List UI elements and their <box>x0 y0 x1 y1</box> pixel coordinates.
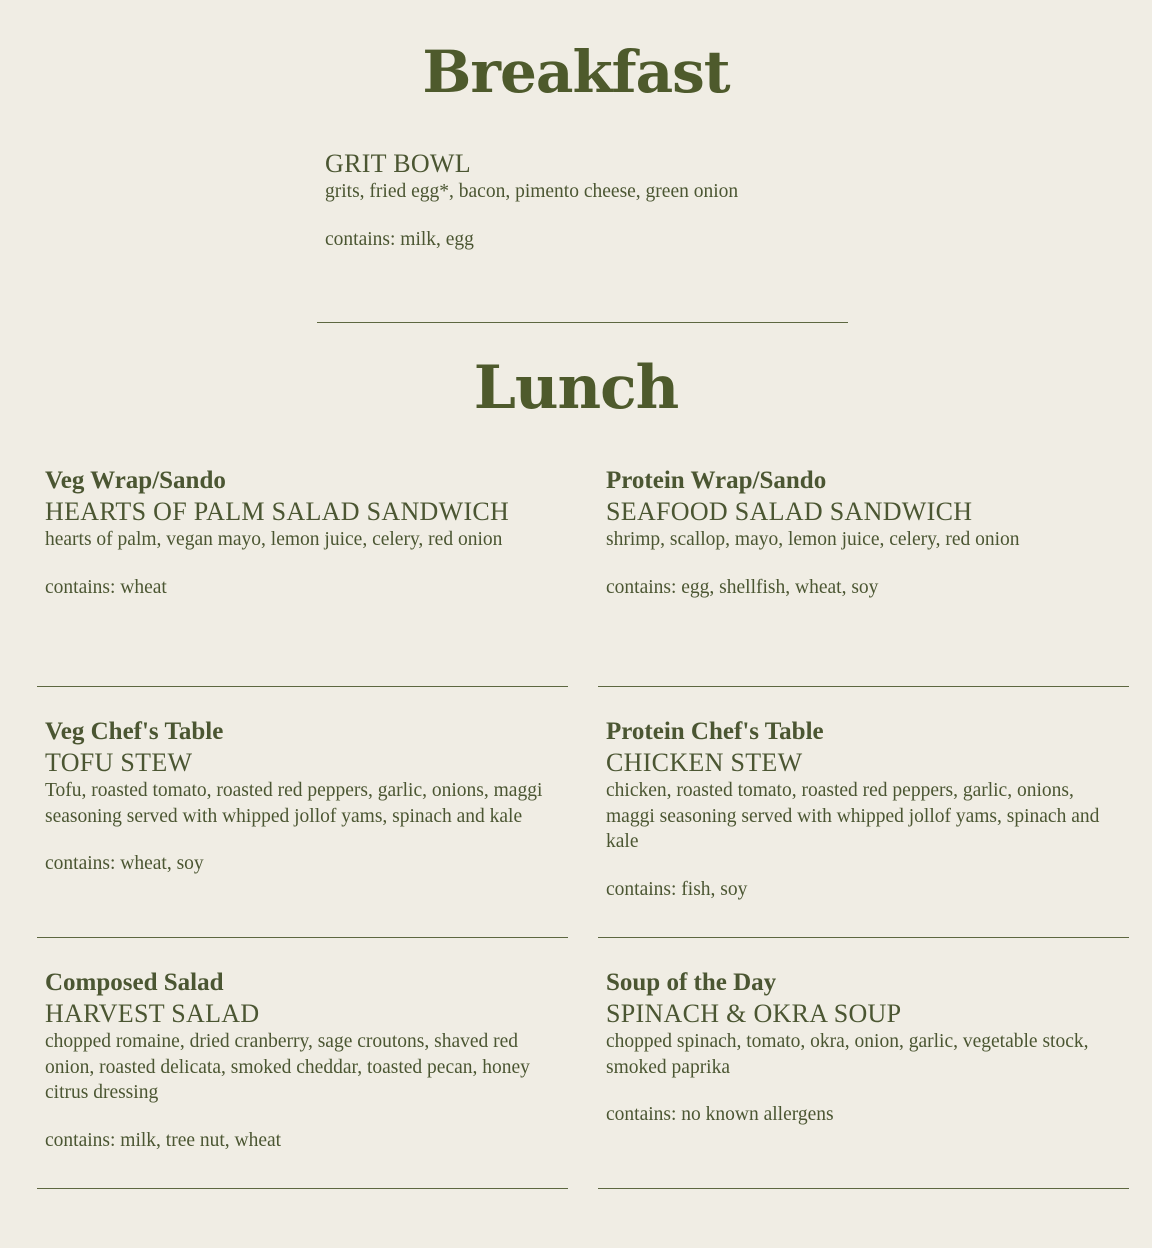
item-description: shrimp, scallop, mayo, lemon juice, celery, red onion <box>606 529 1020 550</box>
item-divider <box>37 686 568 687</box>
item-category: Veg Chef's Table <box>45 718 224 745</box>
item-allergens: contains: wheat <box>45 576 167 598</box>
section-divider <box>317 322 848 323</box>
item-name: HARVEST SALAD <box>45 999 260 1028</box>
item-description: chopped spinach, tomato, okra, onion, garlic, vegetable stock, smoked paprika <box>606 1031 1089 1078</box>
item-allergens: contains: milk, egg <box>325 228 474 250</box>
item-allergens: contains: wheat, soy <box>45 853 204 874</box>
item-category: Protein Chef's Table <box>606 718 824 745</box>
menu-item-protein-wrap <box>606 466 1126 601</box>
item-category: Composed Salad <box>45 969 224 996</box>
item-name: CHICKEN STEW <box>606 748 803 777</box>
item-name: SPINACH & OKRA SOUP <box>606 999 902 1028</box>
item-divider <box>598 686 1129 687</box>
lunch-heading: Lunch <box>473 353 679 423</box>
item-category: Soup of the Day <box>606 969 777 996</box>
item-description: hearts of palm, vegan mayo, lemon juice, celery, red onion <box>45 529 503 550</box>
item-allergens: contains: egg, shellfish, wheat, soy <box>606 576 879 598</box>
menu-item-composed-salad <box>45 968 565 1154</box>
item-divider <box>37 1188 568 1189</box>
item-divider <box>598 937 1129 938</box>
breakfast-heading: Breakfast <box>422 38 730 106</box>
item-name: HEARTS OF PALM SALAD SANDWICH <box>45 497 510 526</box>
item-name: SEAFOOD SALAD SANDWICH <box>606 497 973 526</box>
item-divider <box>37 937 568 938</box>
menu-item-grit-bowl <box>325 148 885 253</box>
menu-item-soup-of-the-day <box>606 968 1126 1128</box>
item-description: chopped romaine, dried cranberry, sage croutons, shaved red onion, roasted delicata, smoked cheddar, toasted pecan, honey citrus dressing <box>45 1031 530 1103</box>
item-allergens: contains: no known allergens <box>606 1104 834 1125</box>
item-category: Protein Wrap/Sando <box>606 467 827 494</box>
menu-item-protein-chefs-table <box>606 717 1126 903</box>
item-divider <box>598 1188 1129 1189</box>
item-description: chicken, roasted tomato, roasted red peppers, garlic, onions, maggi seasoning served with whipped jollof yams, spinach and kale <box>606 780 1100 852</box>
item-name: GRIT BOWL <box>325 149 471 178</box>
menu-item-veg-wrap <box>45 466 565 601</box>
menu-item-veg-chefs-table <box>45 717 565 877</box>
item-name: TOFU STEW <box>45 748 193 777</box>
item-allergens: contains: milk, tree nut, wheat <box>45 1129 282 1151</box>
item-description: grits, fried egg*, bacon, pimento cheese, green onion <box>325 181 739 202</box>
item-description: Tofu, roasted tomato, roasted red peppers, garlic, onions, maggi seasoning served with whipped jollof yams, spinach and kale <box>45 780 543 827</box>
item-allergens: contains: fish, soy <box>606 878 748 900</box>
item-category: Veg Wrap/Sando <box>45 467 226 494</box>
